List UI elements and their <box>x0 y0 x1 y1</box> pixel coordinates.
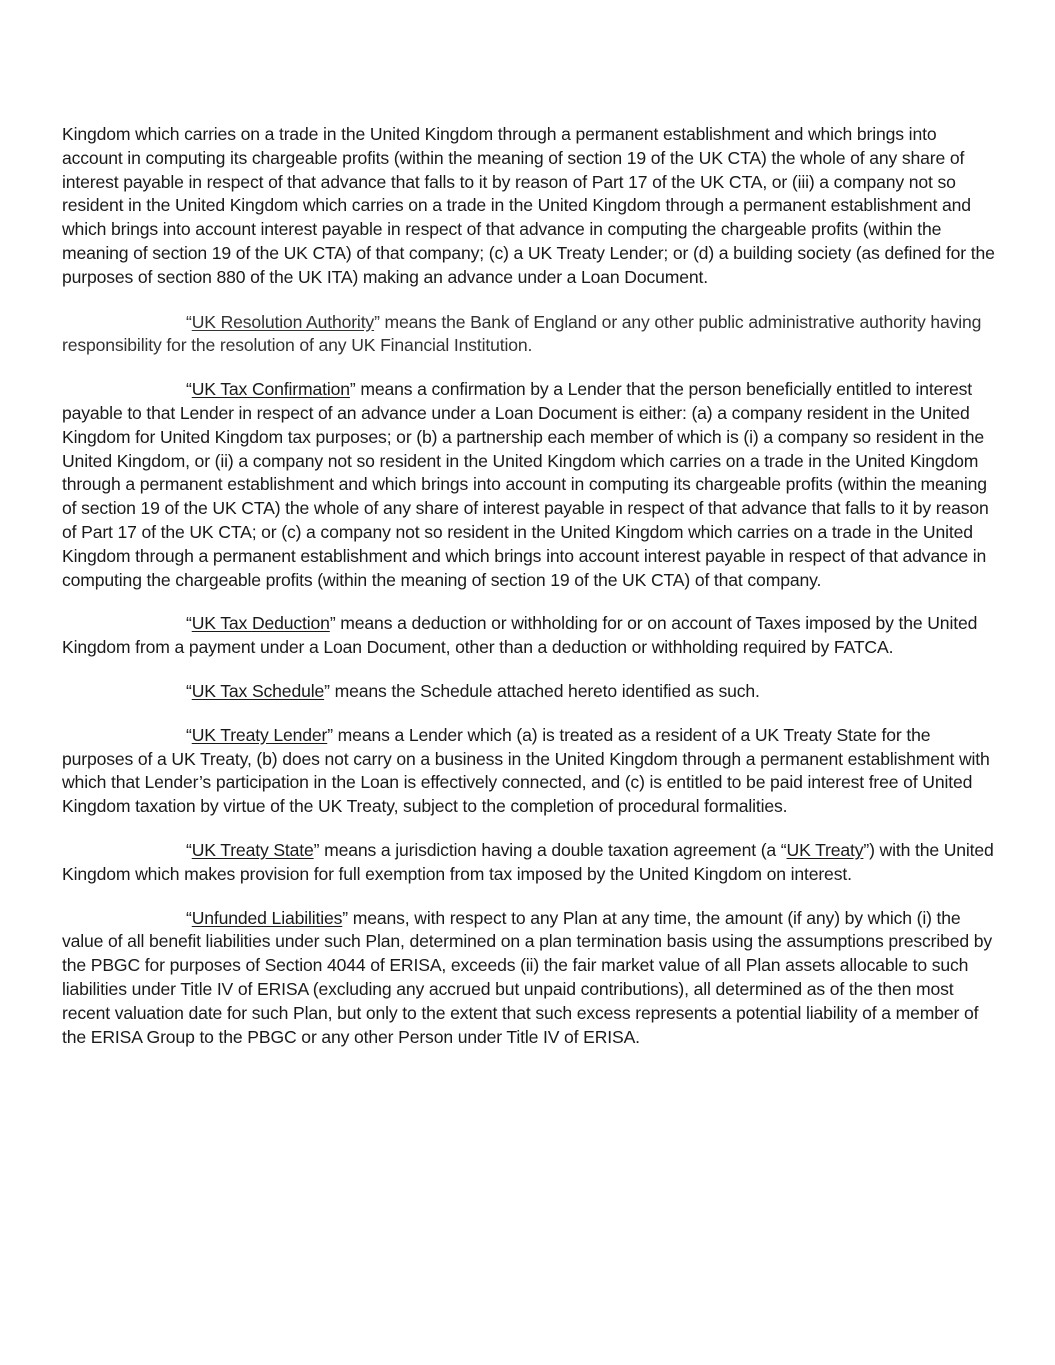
definition-text: means a confirmation by a Lender that the person beneficially entitled to interest payable to that Lender in respect of an advance under a Loan Document is either: (a) a company resident in the United Kingdom for United Kingdom tax purposes; or (b) a partnership each member of which is (i) a company so resident in the United Kingdom, or (ii) a company not so resident in the United Kingdom which carries on a trade in the United Kingdom through a permanent establishment and which brings into account in computing its chargeable profits (within the meaning of section 19 of the UK CTA) the whole of any share of interest payable in respect of that advance that falls to it by reason of Part 17 of the UK CTA; or (c) a company not so resident in the United Kingdom which carries on a trade in the United Kingdom through a permanent establishment and which brings into account interest payable in respect of that advance in computing the chargeable profits (within the meaning of section 19 of the UK CTA) of that company. <box>62 379 989 590</box>
definition-text: means a Lender which (a) is treated as a resident of a UK Treaty State for the purposes of a UK Treaty, (b) does not carry on a business in the United Kingdom through a permanent establishment with which that Lender’s participation in the Loan is effectively connected, and (c) is entitled to be paid interest free of United Kingdom taxation by virtue of the UK Treaty, subject to the completion of procedural formalities. <box>62 724 990 817</box>
close-quote: ” <box>327 724 333 745</box>
close-quote: ” <box>342 907 348 928</box>
definition-text: means the Bank of England or any other public administrative authority having responsibility for the resolution of any UK Financial Institution. <box>62 311 982 356</box>
close-quote: ” <box>374 311 380 332</box>
definition-text: means the Schedule attached hereto identified as such. <box>329 680 760 701</box>
intro-paragraph: Kingdom which carries on a trade in the United Kingdom through a permanent establishment and which brings into account in computing its chargeable profits (within the meaning of section 19 of the UK CTA) the whole of any share of interest payable in respect of that advance that falls to it by reason of Part 17 of the UK CTA, or (iii) a company not so resident in the United Kingdom which carries on a trade in the United Kingdom through a permanent establishment and which brings into account interest payable in respect of that advance in computing the chargeable profits (within the meaning of section 19 of the UK CTA) of that company; (c) a UK Treaty Lender; or (d) a building society (as defined for the purposes of section 880 of the UK ITA) making an advance under a Loan Document. <box>62 124 995 287</box>
inner-defined-term: UK Treaty <box>786 839 864 860</box>
open-quote: “ <box>186 311 192 332</box>
close-quote: ” <box>349 379 356 400</box>
open-quote: “ <box>186 724 192 745</box>
close-quote: ” <box>329 613 336 634</box>
defined-term: UK Treaty State <box>191 839 314 860</box>
document-page <box>62 123 996 1069</box>
defined-term: UK Tax Confirmation <box>191 379 350 400</box>
definition-uk-treaty-lender <box>62 724 996 819</box>
definition-uk-resolution-authority <box>62 311 996 359</box>
defined-term: UK Tax Schedule <box>191 680 325 701</box>
close-quote: ” <box>313 839 320 860</box>
open-quote: “ <box>186 379 192 400</box>
defined-term: UK Treaty Lender <box>191 724 328 745</box>
definition-uk-treaty-state <box>62 839 996 887</box>
definition-uk-tax-deduction <box>62 612 996 660</box>
close-quote: ” <box>324 680 330 701</box>
definition-uk-tax-confirmation <box>62 378 996 592</box>
defined-term: UK Tax Deduction <box>191 613 330 634</box>
open-quote: “ <box>186 613 192 634</box>
definition-text-before: means a jurisdiction having a double taxation agreement (a “ <box>319 839 787 860</box>
definition-unfunded-liabilities <box>62 907 996 1050</box>
defined-term: UK Resolution Authority <box>191 311 375 332</box>
open-quote: “ <box>186 907 192 928</box>
defined-term: Unfunded Liabilities <box>191 907 343 928</box>
open-quote: “ <box>186 839 192 860</box>
definition-text: means, with respect to any Plan at any time, the amount (if any) by which (i) the value of all benefit liabilities under such Plan, determined on a plan termination basis using the assumptions prescribed by the PBGC for purposes of Section 4044 of ERISA, exceeds (ii) the fair market value of all Plan assets allocable to such liabilities under Title IV of ERISA (excluding any accrued but unpaid contributions), all determined as of the then most recent valuation date for such Plan, but only to the extent that such excess represents a potential liability of a member of the ERISA Group to the PBGC or any other Person under Title IV of ERISA. <box>62 907 993 1047</box>
definition-uk-tax-schedule <box>62 680 996 704</box>
definition-text: means a deduction or withholding for or on account of Taxes imposed by the United Kingdom from a payment under a Loan Document, other than a deduction or withholding required by FATCA. <box>62 613 978 658</box>
definition-text-after: ”) with the United Kingdom which makes provision for full exemption from tax imposed by the United Kingdom on interest. <box>62 839 994 884</box>
open-quote: “ <box>186 680 192 701</box>
